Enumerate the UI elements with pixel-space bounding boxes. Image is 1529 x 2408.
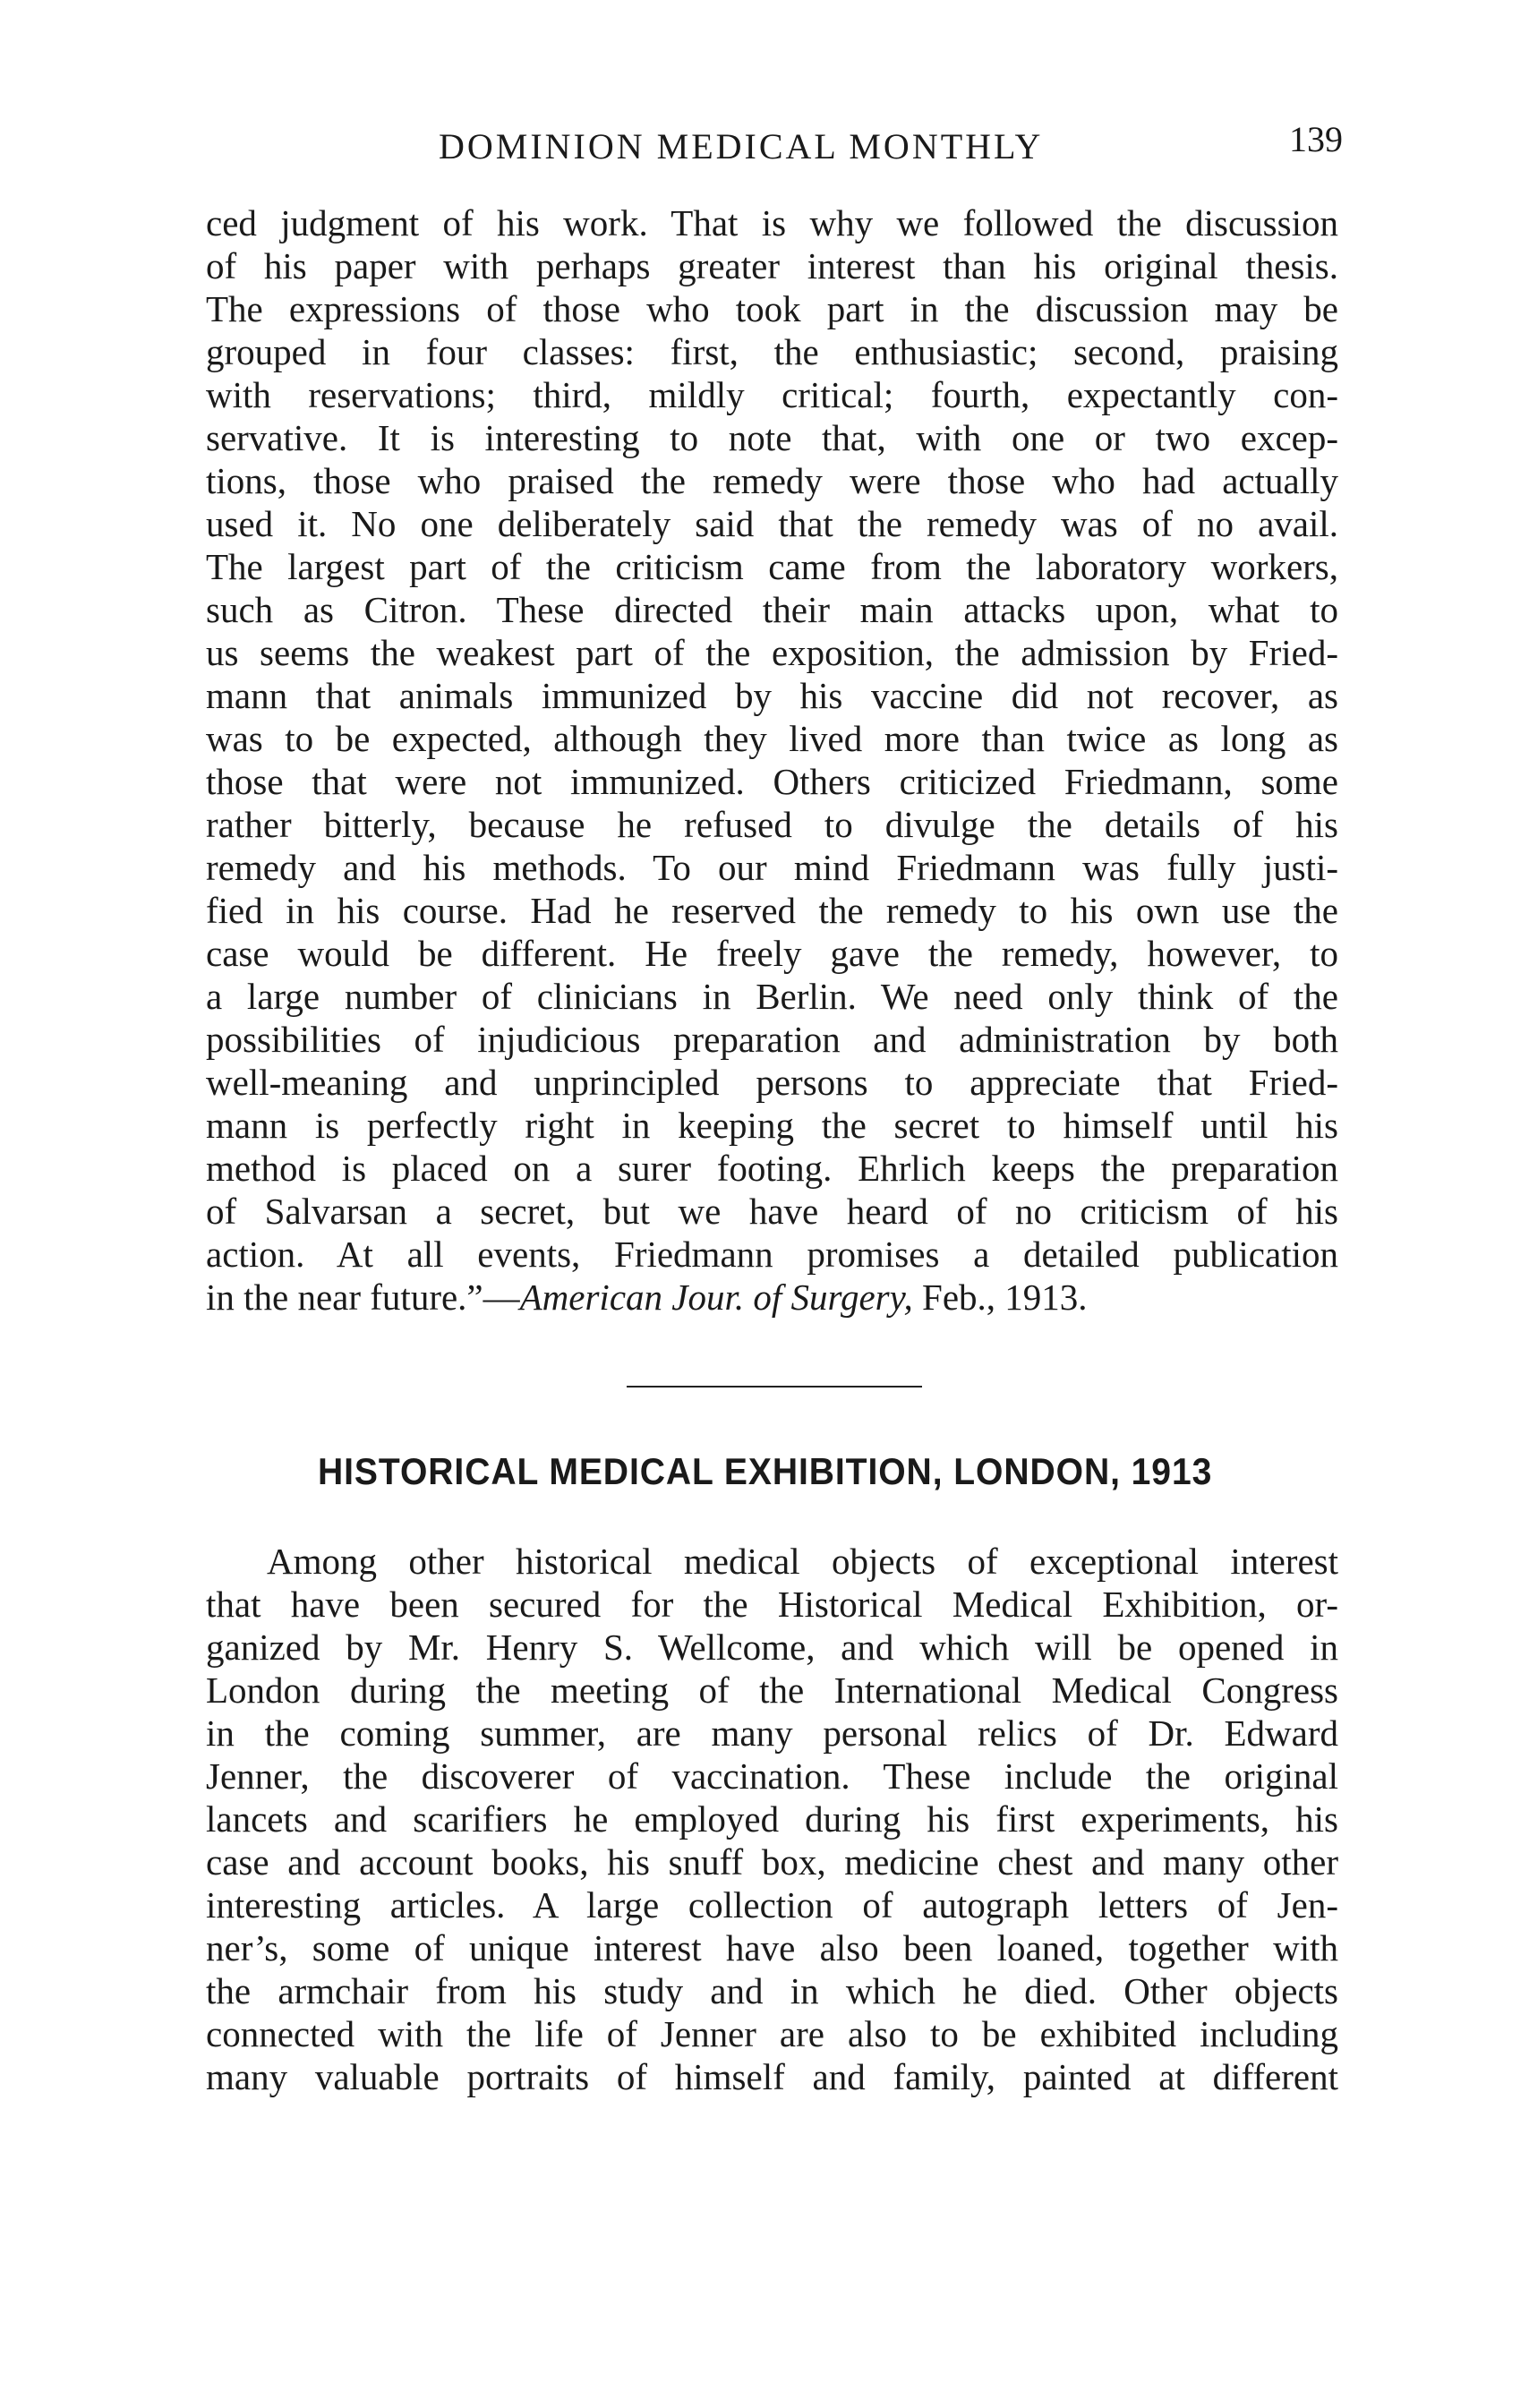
running-head [206, 119, 1343, 170]
text-line: mann that animals immunized by his vaccine did not recover, as [206, 675, 1338, 716]
text-line: Jenner, the discoverer of vaccination. These include the original [206, 1755, 1338, 1797]
text-line: rather bitterly, because he refused to divulge the details of his [206, 804, 1338, 845]
text-line: used it. No one deliberately said that the remedy was of no avail. [206, 503, 1338, 544]
text-line: remedy and his methods. To our mind Friedmann was fully justi- [206, 847, 1338, 888]
text-line: ced judgment of his work. That is why we followed the discussion [206, 202, 1338, 243]
text-line: lancets and scarifiers he employed during his first experiments, his [206, 1798, 1338, 1840]
article-heading: HISTORICAL MEDICAL EXHIBITION, LONDON, 1913 [318, 1450, 1213, 1492]
citation-source: American Jour. of Surgery, [519, 1277, 913, 1318]
text-line: ner’s, some of unique interest have also been loaned, together with [206, 1927, 1338, 1968]
text-line: was to be expected, although they lived more than twice as long as [206, 718, 1338, 759]
text-line: those that were not immunized. Others criticized Friedmann, some [206, 761, 1338, 802]
text-line: tions, those who praised the remedy were those who had actually [206, 460, 1338, 501]
text-line: case and account books, his snuff box, medicine chest and many other [206, 1841, 1338, 1883]
citation-date: Feb., 1913. [912, 1277, 1088, 1318]
text-line: ganized by Mr. Henry S. Wellcome, and which will be opened in [206, 1627, 1338, 1668]
text-line: grouped in four classes: first, the enthusiastic; second, praising [206, 331, 1338, 372]
text-line: case would be different. He freely gave the remedy, however, to [206, 933, 1338, 974]
text-line: us seems the weakest part of the exposition, the admission by Fried- [206, 632, 1338, 673]
text-line: well-meaning and unprincipled persons to appreciate that Fried- [206, 1062, 1338, 1103]
text-line: London during the meeting of the International Medical Congress [206, 1669, 1338, 1711]
text-line: mann is perfectly right in keeping the secret to himself until his [206, 1105, 1338, 1146]
text-line: connected with the life of Jenner are also to be exhibited including [206, 2013, 1338, 2054]
article-historical-exhibition [206, 1540, 1338, 2098]
text-line: such as Citron. These directed their main attacks upon, what to [206, 589, 1338, 630]
text-line: servative. It is interesting to note that, with one or two excep- [206, 417, 1338, 458]
text-line: in the coming summer, are many personal relics of Dr. Edward [206, 1712, 1338, 1754]
text-line: of Salvarsan a secret, but we have heard of no criticism of his [206, 1191, 1338, 1232]
text-line: The expressions of those who took part in the discussion may be [206, 288, 1338, 329]
text-line: a large number of clinicians in Berlin. We need only think of the [206, 976, 1338, 1017]
text-line: that have been secured for the Historical Medical Exhibition, or- [206, 1584, 1338, 1625]
text-line: fied in his course. Had he reserved the remedy to his own use the [206, 890, 1338, 931]
text-line: interesting articles. A large collection of autograph letters of Jen- [206, 1884, 1338, 1926]
text-line: method is placed on a surer footing. Ehrlich keeps the preparation [206, 1148, 1338, 1189]
section-divider [627, 1386, 922, 1388]
text-line: many valuable portraits of himself and family, painted at different [206, 2056, 1338, 2097]
text-line: with reservations; third, mildly critical; fourth, expectantly con- [206, 374, 1338, 415]
text-line: the armchair from his study and in which he died. Other objects [206, 1970, 1338, 2011]
text-line: The largest part of the criticism came from the laboratory workers, [206, 546, 1338, 587]
text-line: of his paper with perhaps greater interest than his original thesis. [206, 245, 1338, 286]
text-line: action. At all events, Friedmann promises a detailed publication [206, 1234, 1338, 1275]
article-friedmann-discussion [206, 201, 1338, 1319]
journal-title: DOMINION MEDICAL MONTHLY [439, 126, 1044, 167]
citation-line [206, 1276, 1338, 1319]
page-number: 139 [1289, 119, 1343, 159]
text-line: Among other historical medical objects of exceptional interest [267, 1541, 1338, 1582]
text-line: possibilities of injudicious preparation and administration by both [206, 1019, 1338, 1060]
closing-text: in the near future.”— [206, 1277, 520, 1318]
